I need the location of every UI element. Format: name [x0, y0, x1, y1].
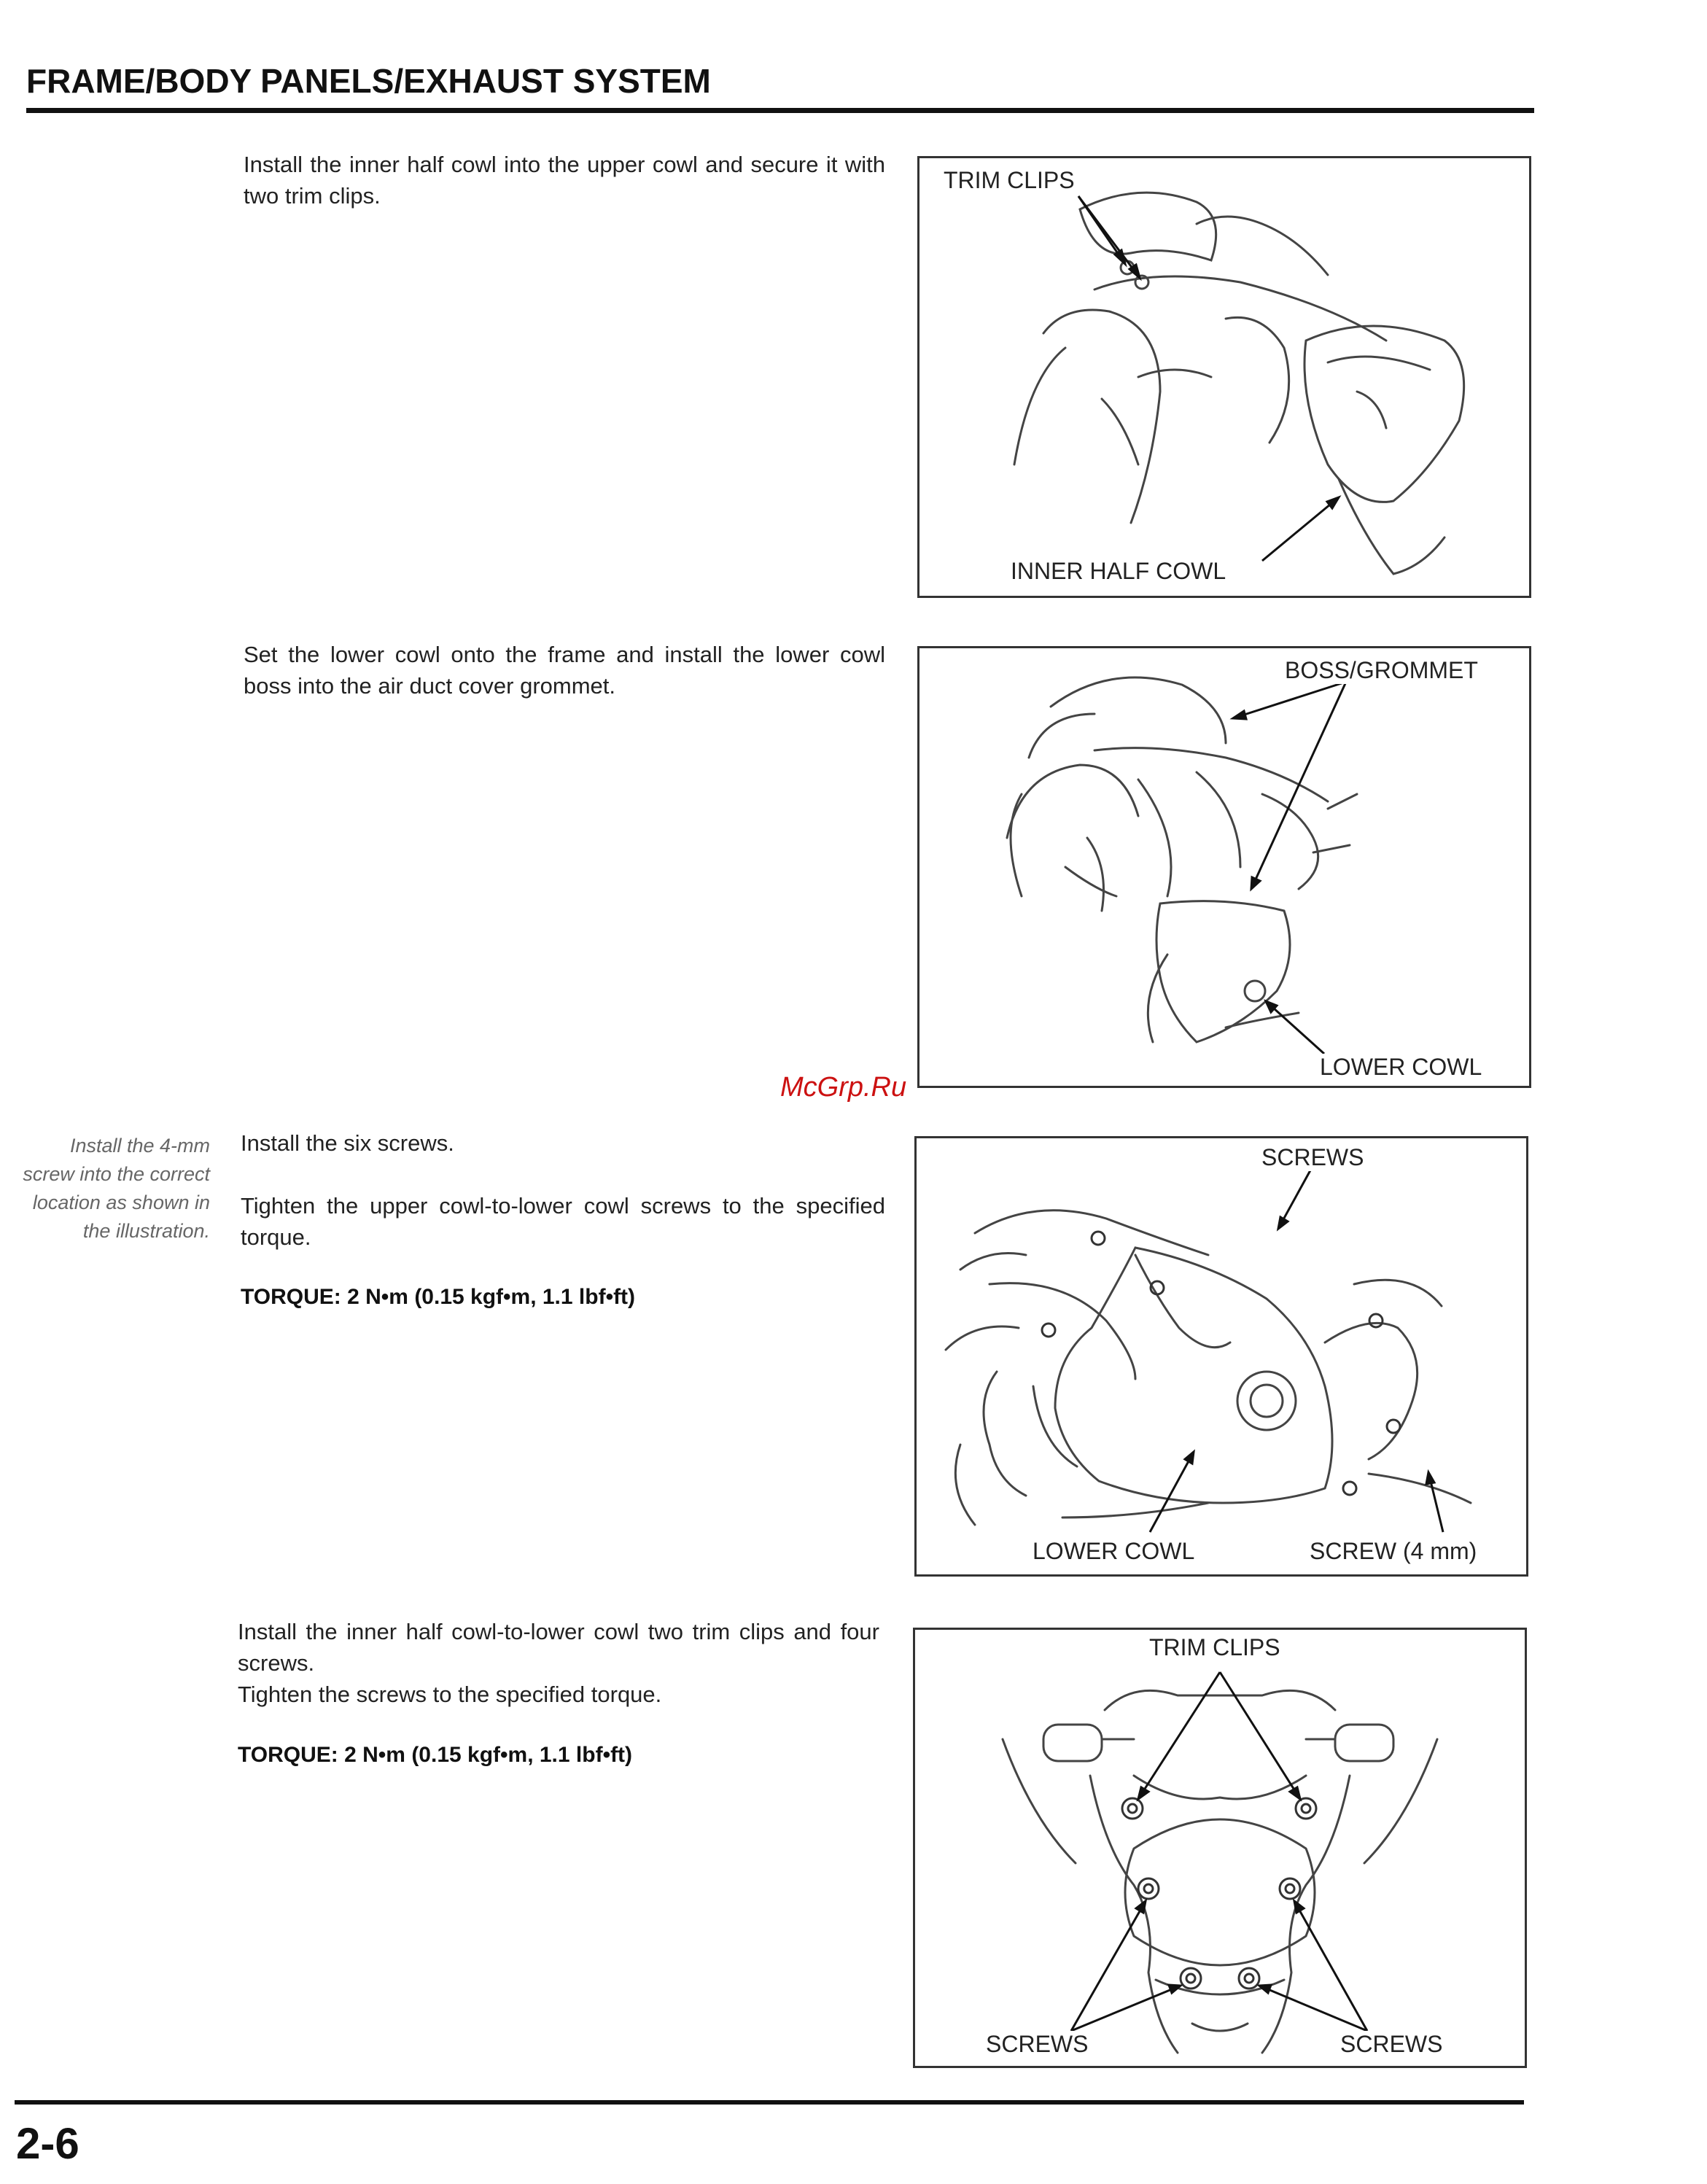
label-screws-right: SCREWS — [1338, 2031, 1444, 2058]
step-1-paragraph: Install the inner half cowl into the upper cowl and secure it with two trim clips. — [244, 152, 885, 209]
figure-trim-clips-screws — [913, 1628, 1527, 2068]
header-rule — [26, 108, 1534, 113]
step-3-paragraph-1: Install the six screws. — [241, 1130, 454, 1156]
step-4-text — [238, 1616, 879, 1710]
label-inner-half-cowl: INNER HALF COWL — [1008, 558, 1228, 585]
label-boss-grommet: BOSS/GROMMET — [1283, 657, 1480, 684]
label-screws-left: SCREWS — [984, 2031, 1090, 2058]
label-lower-cowl: LOWER COWL — [1030, 1538, 1197, 1565]
step-3-torque: TORQUE: 2 N•m (0.15 kgf•m, 1.1 lbf•ft) — [241, 1285, 636, 1309]
section-title: FRAME/BODY PANELS/EXHAUST SYSTEM — [26, 62, 711, 100]
label-trim-clips: TRIM CLIPS — [941, 167, 1077, 194]
step-4-paragraph-1: Install the inner half cowl-to-lower cowl two trim clips and four screws. — [238, 1619, 879, 1676]
watermark: McGrp.Ru — [780, 1072, 907, 1103]
step-4-torque: TORQUE: 2 N•m (0.15 kgf•m, 1.1 lbf•ft) — [238, 1743, 633, 1767]
step-4-paragraph-2: Tighten the screws to the specified torque. — [238, 1682, 662, 1707]
trim-clips-screws-illustration — [915, 1630, 1525, 2066]
side-note: Install the 4-mm screw into the correct location as shown in the illustration. — [23, 1135, 210, 1242]
lower-cowl-boss-illustration — [919, 648, 1529, 1086]
step-2-text — [244, 639, 885, 702]
label-screw-4mm: SCREW (4 mm) — [1307, 1538, 1479, 1565]
footer-rule — [15, 2100, 1524, 2105]
figure-inner-half-cowl — [917, 156, 1531, 598]
figure-lower-cowl-boss — [917, 646, 1531, 1088]
figure-six-screws — [914, 1136, 1528, 1577]
step-3-paragraph-2: Tighten the upper cowl-to-lower cowl screws to the specified torque. — [241, 1193, 885, 1250]
label-screws: SCREWS — [1259, 1144, 1366, 1171]
step-3-text — [241, 1127, 885, 1253]
page-number: 2-6 — [16, 2119, 79, 2168]
step-1-text — [244, 149, 885, 211]
step-2-paragraph: Set the lower cowl onto the frame and install the lower cowl boss into the air duct cover grommet. — [244, 642, 885, 699]
six-screws-illustration — [917, 1138, 1526, 1574]
inner-half-cowl-illustration — [919, 158, 1529, 596]
label-trim-clips: TRIM CLIPS — [1147, 1634, 1283, 1661]
label-lower-cowl: LOWER COWL — [1318, 1054, 1484, 1081]
